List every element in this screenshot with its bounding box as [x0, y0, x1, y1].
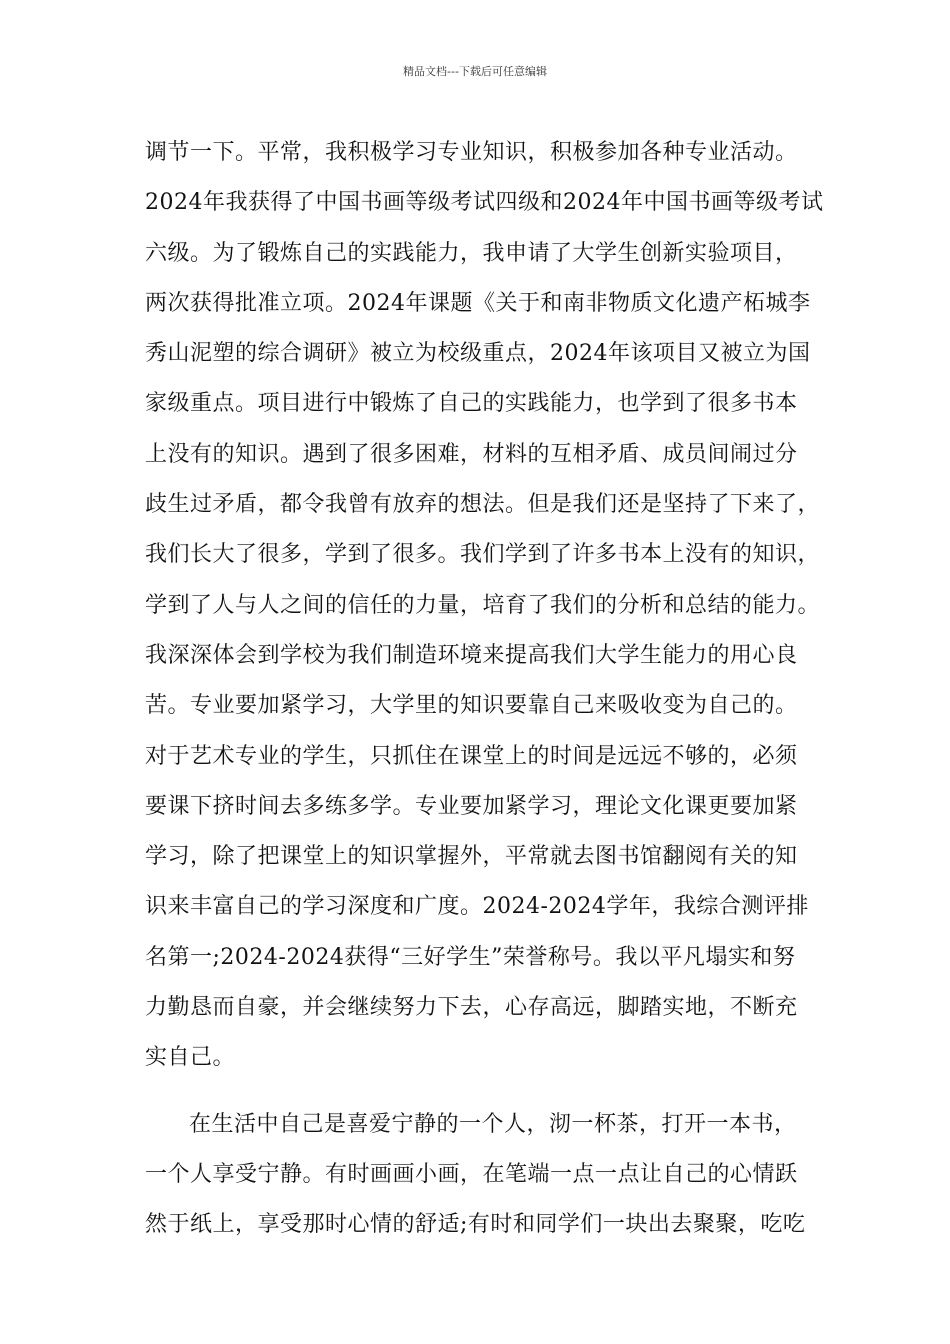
- text-line: 识来丰富自己的学习深度和广度。2024-2024学年，我综合测评排: [145, 894, 809, 920]
- paragraph-1: [145, 128, 824, 1084]
- page-header: 精品文档---下载后可任意编辑: [403, 65, 547, 78]
- text-line: 在生活中自己是喜爱宁静的一个人，沏一杯茶，打开一本书，: [189, 1111, 797, 1137]
- text-line: 秀山泥塑的综合调研》被立为校级重点，2024年该项目又被立为国: [145, 341, 811, 367]
- text-line: 学到了人与人之间的信任的力量，培育了我们的分析和总结的能力。: [145, 592, 821, 618]
- text-line: 学习，除了把课堂上的知识掌握外，平常就去图书馆翻阅有关的知: [145, 844, 798, 870]
- text-line: 名第一;2024-2024获得“三好学生”荣誉称号。我以平凡塌实和努: [145, 944, 796, 970]
- text-line: 要课下挤时间去多练多学。专业要加紧学习，理论文化课更要加紧: [145, 793, 798, 819]
- text-line: 上没有的知识。遇到了很多困难，材料的互相矛盾、成员间闹过分: [145, 441, 798, 467]
- text-line: 我深深体会到学校为我们制造环境来提高我们大学生能力的用心良: [145, 642, 798, 668]
- text-line: 歧生过矛盾，都令我曾有放弃的想法。但是我们还是坚持了下来了，: [145, 492, 821, 518]
- paragraph-spacer: [145, 1084, 810, 1100]
- paragraph-2: [145, 1100, 810, 1251]
- text-line: 然于纸上，享受那时心情的舒适;有时和同学们一块出去聚聚，吃吃: [145, 1212, 806, 1238]
- text-line: 调节一下。平常，我积极学习专业知识，积极参加各种专业活动。: [145, 140, 798, 165]
- text-line: 力勤恳而自豪，并会继续努力下去，心存高远，脚踏实地，不断充: [145, 995, 798, 1021]
- text-line: 实自己。: [145, 1045, 236, 1071]
- text-line: 苦。专业要加紧学习，大学里的知识要靠自己来吸收变为自己的。: [145, 693, 798, 719]
- text-line: 六级。为了锻炼自己的实践能力，我申请了大学生创新实验项目，: [145, 240, 798, 266]
- text-line: 家级重点。项目进行中锻炼了自己的实践能力，也学到了很多书本: [145, 391, 798, 417]
- document-body: [145, 128, 824, 1251]
- text-line: 两次获得批准立项。2024年课题《关于和南非物质文化遗产柘城李: [145, 290, 811, 316]
- text-line: 2024年我获得了中国书画等级考试四级和2024年中国书画等级考试: [145, 190, 824, 216]
- text-line: 一个人享受宁静。有时画画小画，在笔端一点一点让自己的心情跃: [145, 1161, 798, 1187]
- text-line: 对于艺术专业的学生，只抓住在课堂上的时间是远远不够的，必须: [145, 743, 798, 769]
- text-line: 我们长大了很多，学到了很多。我们学到了许多书本上没有的知识，: [145, 542, 821, 568]
